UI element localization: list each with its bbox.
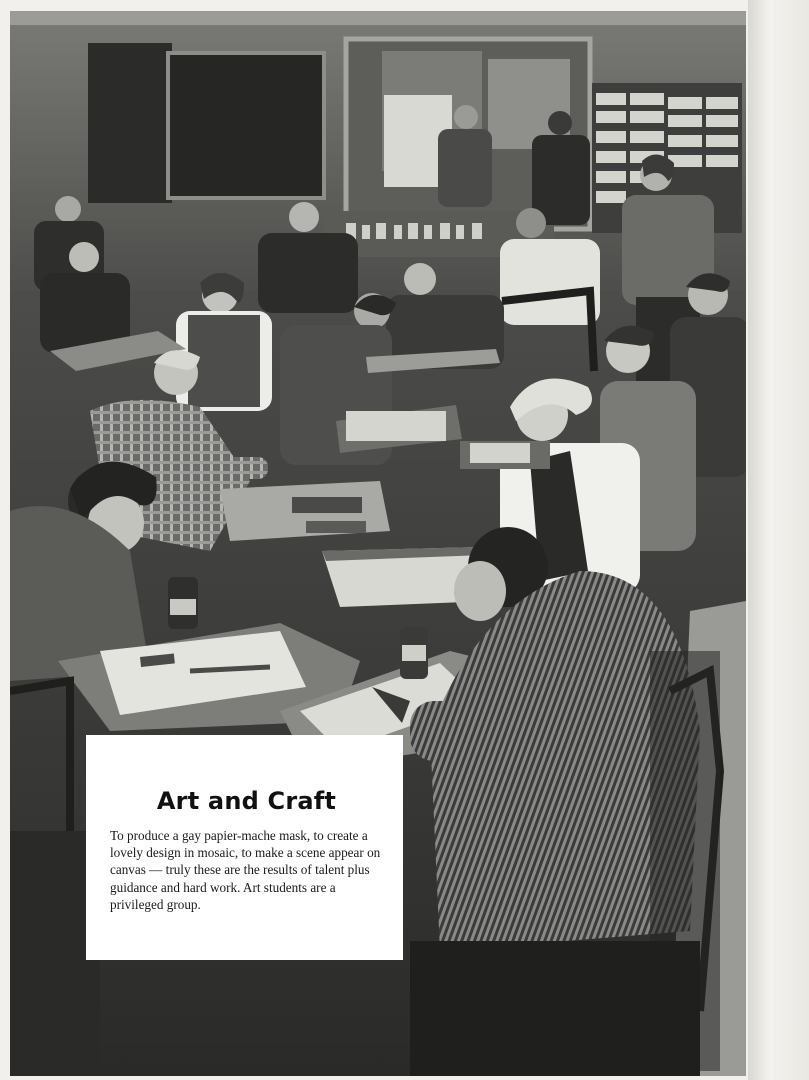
- article-body: To produce a gay papier-mache mask, to create a lovely design in mosaic, to make a scene appear on canvas — truly these are the results of talent plus guidance and hard work. Art students are a privileged group.: [110, 828, 381, 912]
- caption-box: [86, 735, 403, 960]
- article-title: Art and Craft: [156, 787, 337, 815]
- page-edge: [748, 0, 809, 1080]
